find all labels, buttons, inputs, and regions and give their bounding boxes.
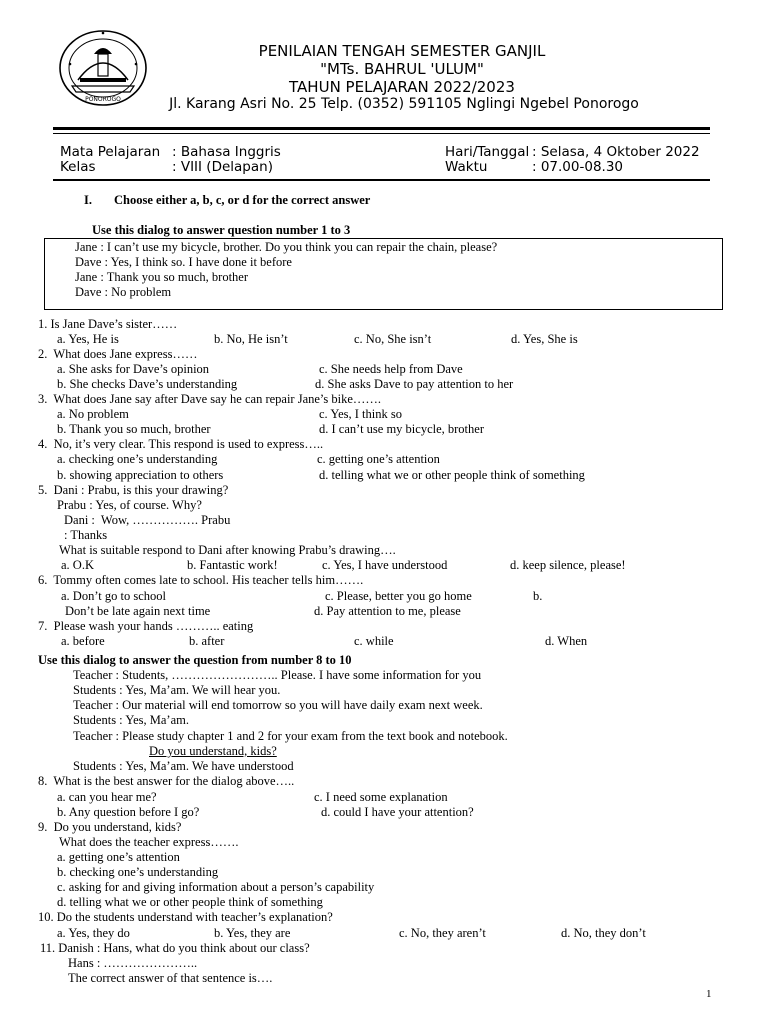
- class-label: Kelas: [60, 159, 96, 175]
- q2-option-d: d. She asks Dave to pay attention to her: [315, 377, 514, 391]
- q5-option-a: a. O.K: [61, 558, 94, 572]
- section-instruction: Choose either a, b, c, or d for the correct answer: [114, 193, 371, 207]
- q10-option-d: d. No, they don’t: [561, 926, 646, 940]
- dialog1-intro: Use this dialog to answer question number 1 to 3: [92, 223, 351, 237]
- q4-option-b: b. showing appreciation to others: [57, 468, 224, 482]
- q3-stem: 3. What does Jane say after Dave say he can repair Jane’s bike…….: [38, 392, 382, 406]
- q5-option-d: d. keep silence, please!: [510, 558, 626, 572]
- page-number: 1: [706, 988, 712, 1000]
- q1-option-b: b. No, He isn’t: [214, 332, 288, 346]
- q10-option-c: c. No, they aren’t: [399, 926, 486, 940]
- school-address: Jl. Karang Asri No. 25 Telp. (0352) 591105 Nglingi Ngebel Ponorogo: [169, 96, 639, 112]
- q5-option-b: b. Fantastic work!: [187, 558, 278, 572]
- header-divider-thick: [53, 127, 710, 130]
- q9-option-b: b. checking one’s understanding: [57, 865, 219, 879]
- q9-option-c: c. asking for and giving information about a person’s capability: [57, 880, 375, 894]
- dialog1-line: Jane : I can’t use my bicycle, brother. Do you think you can repair the chain, please?: [75, 240, 498, 254]
- q6-option-b-label: b.: [533, 589, 543, 603]
- subject-value: : Bahasa Inggris: [172, 144, 281, 160]
- q3-option-d: d. I can’t use my bicycle, brother: [319, 422, 484, 436]
- dialog2-line: Teacher : Our material will end tomorrow so you will have daily exam next week.: [73, 698, 483, 712]
- dialog2-intro: Use this dialog to answer the question from number 8 to 10: [38, 653, 352, 667]
- dialog1-line: Dave : No problem: [75, 285, 172, 299]
- q9-option-d: d. telling what we or other people think of something: [57, 895, 323, 909]
- header-divider-thin: [53, 133, 710, 134]
- q5-line: : Thanks: [64, 528, 108, 542]
- q6-option-c: c. Please, better you go home: [325, 589, 472, 603]
- q5-line: Dani : Wow, ……………. Prabu: [64, 513, 231, 527]
- q1-stem: 1. Is Jane Dave’s sister……: [38, 317, 178, 331]
- dialog2-line: Teacher : Please study chapter 1 and 2 for your exam from the text book and notebook.: [73, 729, 508, 743]
- q8-option-d: d. could I have your attention?: [321, 805, 474, 819]
- q1-option-d: d. Yes, She is: [511, 332, 578, 346]
- q3-option-c: c. Yes, I think so: [319, 407, 402, 421]
- dialog2-line: Teacher : Students, …………………….. Please. I have some information for you: [73, 668, 482, 682]
- q7-stem: 7. Please wash your hands ……….. eating: [38, 619, 254, 633]
- q8-option-c: c. I need some explanation: [314, 790, 448, 804]
- time-value: : 07.00-08.30: [532, 159, 624, 175]
- q9-line: What does the teacher express…….: [59, 835, 239, 849]
- date-value: : Selasa, 4 Oktober 2022: [532, 144, 700, 160]
- dialog1-line: Jane : Thank you so much, brother: [75, 270, 248, 284]
- q5-stem: 5. Dani : Prabu, is this your drawing?: [38, 483, 229, 497]
- q10-option-b: b. Yes, they are: [214, 926, 291, 940]
- q4-option-c: c. getting one’s attention: [317, 452, 440, 466]
- q6-option-d: d. Pay attention to me, please: [314, 604, 461, 618]
- dialog2-line-underlined: Do you understand, kids?: [149, 744, 277, 758]
- q8-stem: 8. What is the best answer for the dialog above…..: [38, 774, 295, 788]
- q4-option-a: a. checking one’s understanding: [57, 452, 218, 466]
- q7-option-b: b. after: [189, 634, 225, 648]
- q6-option-b: Don’t be late again next time: [65, 604, 211, 618]
- q2-option-c: c. She needs help from Dave: [319, 362, 463, 376]
- q2-option-a: a. She asks for Dave’s opinion: [57, 362, 210, 376]
- q9-option-a: a. getting one’s attention: [57, 850, 180, 864]
- q5-option-c: c. Yes, I have understood: [322, 558, 448, 572]
- dialog1-line: Dave : Yes, I think so. I have done it before: [75, 255, 292, 269]
- q3-option-a: a. No problem: [57, 407, 129, 421]
- dialog2-line: Students : Yes, Ma’am. We have understood: [73, 759, 294, 773]
- q10-option-a: a. Yes, they do: [57, 926, 130, 940]
- q5-line: Prabu : Yes, of course. Why?: [57, 498, 202, 512]
- info-divider: [53, 179, 710, 181]
- q7-option-d: d. When: [545, 634, 588, 648]
- q11-line: Hans : …………………..: [68, 956, 198, 970]
- q8-option-b: b. Any question before I go?: [57, 805, 200, 819]
- q3-option-b: b. Thank you so much, brother: [57, 422, 211, 436]
- academic-year: TAHUN PELAJARAN 2022/2023: [289, 78, 515, 96]
- date-label: Hari/Tanggal: [445, 144, 530, 160]
- q11-line: The correct answer of that sentence is….: [68, 971, 273, 985]
- dialog2-line: Students : Yes, Ma’am.: [73, 713, 189, 727]
- q2-option-b: b. She checks Dave’s understanding: [57, 377, 238, 391]
- q5-line: What is suitable respond to Dani after knowing Prabu’s drawing….: [59, 543, 396, 557]
- q1-option-c: c. No, She isn’t: [354, 332, 432, 346]
- exam-title: PENILAIAN TENGAH SEMESTER GANJIL: [258, 42, 546, 60]
- q6-stem: 6. Tommy often comes late to school. His teacher tells him…….: [38, 573, 364, 587]
- time-label: Waktu: [445, 159, 488, 175]
- q8-option-a: a. can you hear me?: [57, 790, 157, 804]
- subject-label: Mata Pelajaran: [60, 144, 161, 160]
- q4-stem: 4. No, it’s very clear. This respond is used to express…..: [38, 437, 324, 451]
- section-number: I.: [84, 193, 92, 207]
- class-value: : VIII (Delapan): [172, 159, 273, 175]
- q11-stem: 11. Danish : Hans, what do you think about our class?: [40, 941, 310, 955]
- q7-option-a: a. before: [61, 634, 105, 648]
- q6-option-a: a. Don’t go to school: [61, 589, 166, 603]
- q2-stem: 2. What does Jane express……: [38, 347, 198, 361]
- q10-stem: 10. Do the students understand with teacher’s explanation?: [38, 910, 333, 924]
- q1-option-a: a. Yes, He is: [57, 332, 119, 346]
- school-name: "MTs. BAHRUL 'ULUM": [320, 60, 484, 78]
- logo-text: PONOROGO: [85, 96, 121, 103]
- q4-option-d: d. telling what we or other people think of something: [319, 468, 585, 482]
- q9-stem: 9. Do you understand, kids?: [38, 820, 182, 834]
- q7-option-c: c. while: [354, 634, 394, 648]
- dialog2-line: Students : Yes, Ma’am. We will hear you.: [73, 683, 281, 697]
